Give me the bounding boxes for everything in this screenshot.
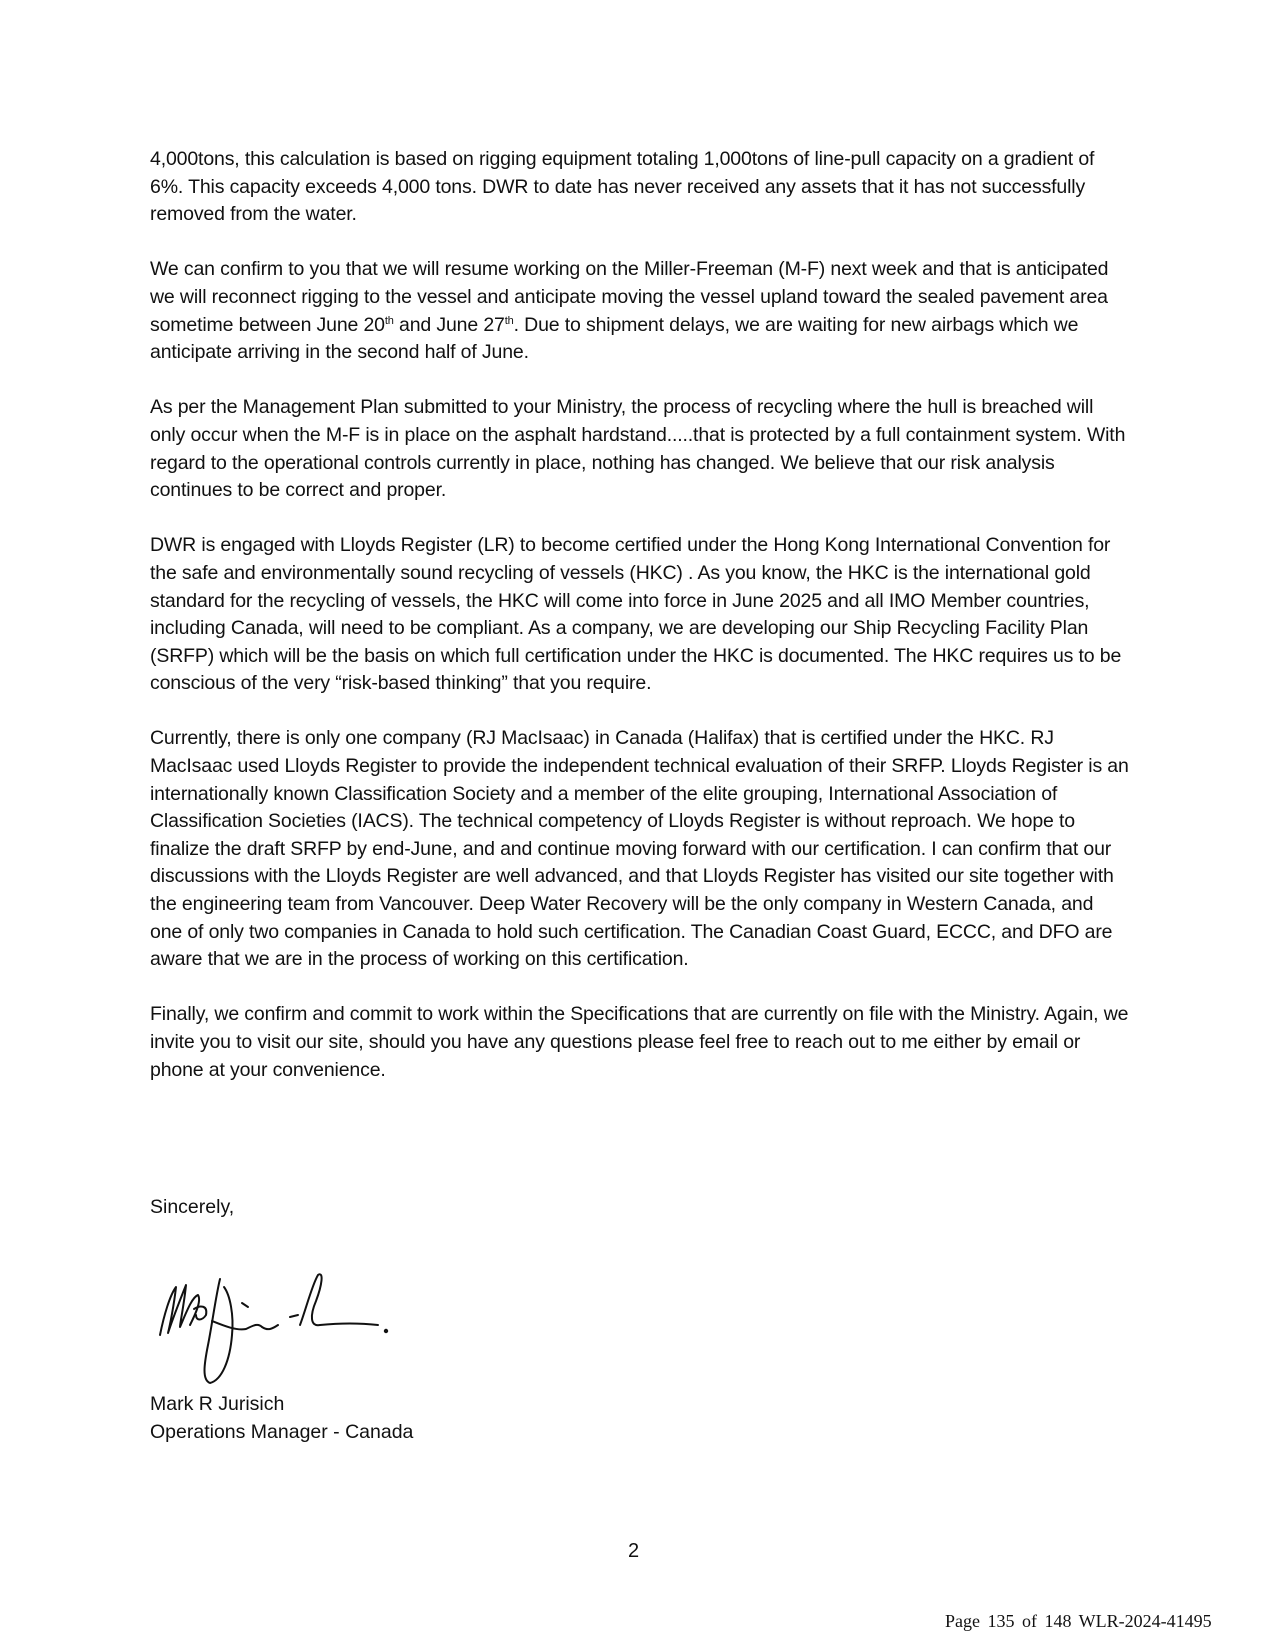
paragraph-commitment: Finally, we confirm and commit to work within the Specifications that are currently on file with the Ministry. Again, we invite you to visit our site, should you have any questions please feel free to reach out to me either by email or phone at your convenience. <box>150 1003 1129 1081</box>
signer-name: Mark R Jurisich <box>150 1393 285 1415</box>
footer-page-stamp: Page 135 of 148 WLR-2024-41495 <box>945 1611 1212 1631</box>
paragraph-management-plan: As per the Management Plan submitted to your Ministry, the process of recycling where the hull is breached will only occur when the M-F is in place on the asphalt hardstand.....that is protected by a full containment system. With regard to the operational controls currently in place, nothing has changed. We believe that our risk analysis continues to be correct and proper. <box>150 396 1126 502</box>
paragraph-capacity: 4,000tons, this calculation is based on rigging equipment totaling 1,000tons of line-pull capacity on a gradient of 6%. This capacity exceeds 4,000 tons. DWR to date has never received any assets that it has not successfully removed from the water. <box>150 148 1095 226</box>
signer-title: Operations Manager - Canada <box>150 1421 414 1443</box>
letter-body <box>150 146 1130 1112</box>
paragraph-schedule: We can confirm to you that we will resume working on the Miller-Freeman (M-F) next week and that is anticipated we will reconnect rigging to the vessel and anticipate moving the vessel upland toward the sealed pavement area sometime between June 20th and June 27th. Due to shipment delays, we are waiting for new airbags which we anticipate arriving in the second half of June. <box>150 258 1109 364</box>
page-number: 2 <box>628 1540 640 1562</box>
paragraph-lloyds-register: Currently, there is only one company (RJ MacIsaac) in Canada (Halifax) that is certified under the HKC. RJ MacIsaac used Lloyds Register to provide the independent technical evaluation of their SRFP. Lloyds Register is an internationally known Classification Society and a member of the elite grouping, International Association of Classification Societies (IACS). The technical competency of Lloyds Register is without reproach. We hope to finalize the draft SRFP by end-June, and and continue moving forward with our certification. I can confirm that our discussions with the Lloyds Register are well advanced, and that Lloyds Register has visited our site together with the engineering team from Vancouver. Deep Water Recovery will be the only company in Western Canada, and one of only two companies in Canada to hold such certification. The Canadian Coast Guard, ECCC, and DFO are aware that we are in the process of working on this certification. <box>150 727 1129 971</box>
closing-salutation: Sincerely, <box>150 1196 235 1218</box>
signature-block <box>150 1390 413 1446</box>
paragraph-hkc-certification: DWR is engaged with Lloyds Register (LR) to become certified under the Hong Kong International Convention for the safe and environmentally sound recycling of vessels (HKC) . As you know, the HKC is the international gold standard for the recycling of vessels, the HKC will come into force in June 2025 and all IMO Member countries, including Canada, will need to be compliant. As a company, we are developing our Ship Recycling Facility Plan (SRFP) which will be the basis on which full certification under the HKC is documented. The HKC requires us to be conscious of the very “risk-based thinking” that you require. <box>150 534 1122 695</box>
signature-image <box>150 1265 410 1390</box>
